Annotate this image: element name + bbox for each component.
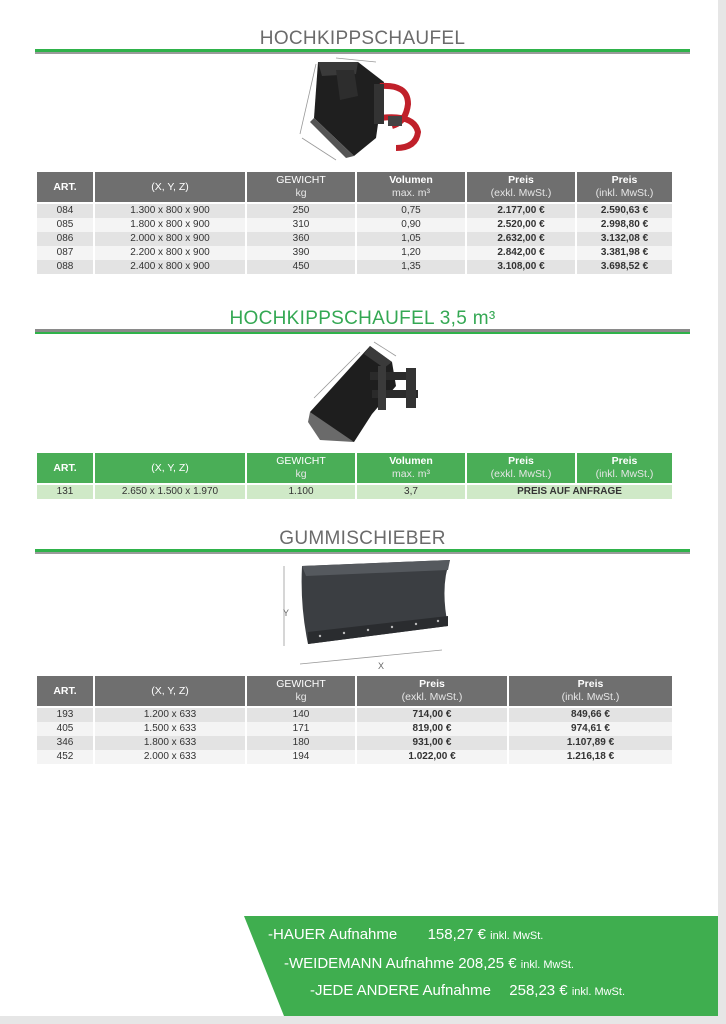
table-row (37, 204, 672, 218)
table-header-row (37, 172, 672, 202)
banner-note: inkl. MwSt. (571, 986, 626, 998)
table-row (37, 736, 672, 750)
cell-price-gross: 2.590,63 € (577, 204, 672, 218)
section-title-gummischieber: GUMMISCHIEBER (279, 528, 446, 549)
cell-price-net: 2.177,00 € (467, 204, 575, 218)
cell-art: 452 (37, 750, 93, 764)
cell-price-gross: 2.998,80 € (577, 218, 672, 232)
cell-art: 086 (37, 232, 93, 246)
cell-weight: 390 (247, 246, 355, 260)
header-preis-exkl: Preis (exkl. MwSt.) (357, 676, 507, 706)
banner-note: inkl. MwSt. (490, 930, 544, 942)
table-row (37, 218, 672, 232)
cell-weight: 1.100 (247, 485, 355, 499)
header-preis-inkl: Preis (inkl. MwSt.) (577, 453, 672, 483)
cell-price-gross: 3.381,98 € (577, 246, 672, 260)
cell-price-gross: 3.132,08 € (577, 232, 672, 246)
cell-art: 084 (37, 204, 93, 218)
banner-label: -JEDE ANDERE Aufnahme (310, 982, 491, 999)
cell-dimensions: 2.650 x 1.500 x 1.970 (95, 485, 245, 499)
cell-price-net: 2.520,00 € (467, 218, 575, 232)
cell-art: 085 (37, 218, 93, 232)
section-title-hochkippschaufel: HOCHKIPPSCHAUFEL (259, 28, 466, 49)
section-title-hochkippschaufel-3-5: HOCHKIPPSCHAUFEL 3,5 m³ (229, 308, 496, 329)
header-preis-exkl: Preis (exkl. MwSt.) (467, 172, 575, 202)
cell-weight: 194 (247, 750, 355, 764)
header-preis-inkl: Preis (inkl. MwSt.) (509, 676, 672, 706)
cell-volume: 1,05 (357, 232, 465, 246)
hochkippschaufel-3-5-image (300, 338, 430, 446)
banner-price: 208,25 € (458, 955, 517, 972)
cell-weight: 250 (247, 204, 355, 218)
header-gewicht: GEWICHT kg (247, 676, 355, 706)
cell-weight: 140 (247, 708, 355, 722)
cell-art: 193 (37, 708, 93, 722)
cell-weight: 450 (247, 260, 355, 274)
header-gewicht: GEWICHT kg (247, 172, 355, 202)
header-art: ART. (37, 172, 93, 202)
cell-dimensions: 2.400 x 800 x 900 (95, 260, 245, 274)
header-preis-inkl: Preis (inkl. MwSt.) (577, 172, 672, 202)
cell-dimensions: 1.800 x 800 x 900 (95, 218, 245, 232)
header-preis-exkl: Preis (exkl. MwSt.) (467, 453, 575, 483)
hochkippschaufel-table (35, 172, 674, 274)
cell-art: 131 (37, 485, 93, 499)
cell-price-gross: 1.107,89 € (509, 736, 672, 750)
cell-volume: 3,7 (357, 485, 465, 499)
cell-volume: 1,35 (357, 260, 465, 274)
table-header-row (37, 453, 672, 483)
cell-price-net: 2.632,00 € (467, 232, 575, 246)
cell-price-gross: 3.698,52 € (577, 260, 672, 274)
table-row (37, 750, 672, 764)
header-volumen: Volumen max. m³ (357, 453, 465, 483)
header-art: ART. (37, 453, 93, 483)
cell-art: 346 (37, 736, 93, 750)
banner-line-jede-andere (310, 982, 625, 999)
cell-price-net: 819,00 € (357, 722, 507, 736)
cell-dimensions: 2.200 x 800 x 900 (95, 246, 245, 260)
cell-weight: 310 (247, 218, 355, 232)
cell-dimensions: 1.500 x 633 (95, 722, 245, 736)
cell-art: 088 (37, 260, 93, 274)
banner-line-hauer (268, 926, 543, 943)
cell-price-gross: 1.216,18 € (509, 750, 672, 764)
hochkippschaufel-image (296, 56, 436, 164)
cell-weight: 180 (247, 736, 355, 750)
cell-volume: 1,20 (357, 246, 465, 260)
banner-note: inkl. MwSt. (520, 959, 574, 971)
header-dimensions: (X, Y, Z) (95, 172, 245, 202)
table-row (37, 260, 672, 274)
cell-dimensions: 1.800 x 633 (95, 736, 245, 750)
cell-art: 087 (37, 246, 93, 260)
cell-weight: 360 (247, 232, 355, 246)
cell-dimensions: 2.000 x 633 (95, 750, 245, 764)
cell-price-gross: 849,66 € (509, 708, 672, 722)
table-row (37, 722, 672, 736)
table-row (37, 708, 672, 722)
cell-price-gross: 974,61 € (509, 722, 672, 736)
table-header-row (37, 676, 672, 706)
banner-label: -WEIDEMANN Aufnahme (284, 955, 455, 972)
cell-weight: 171 (247, 722, 355, 736)
section-divider (35, 329, 690, 334)
cell-price-on-request: PREIS AUF ANFRAGE (467, 485, 672, 499)
cell-volume: 0,90 (357, 218, 465, 232)
x-dimension-label: X (378, 661, 385, 671)
cell-price-net: 714,00 € (357, 708, 507, 722)
gummischieber-table (35, 676, 674, 764)
table-row (37, 485, 672, 499)
section-divider (35, 549, 690, 554)
cell-price-net: 3.108,00 € (467, 260, 575, 274)
header-dimensions: (X, Y, Z) (95, 676, 245, 706)
header-art: ART. (37, 676, 93, 706)
gummischieber-image (272, 556, 462, 672)
banner-price: 258,23 € (509, 982, 568, 999)
cell-dimensions: 1.200 x 633 (95, 708, 245, 722)
banner-line-weidemann (284, 955, 574, 972)
cell-price-net: 931,00 € (357, 736, 507, 750)
cell-price-net: 2.842,00 € (467, 246, 575, 260)
banner-price: 158,27 € (427, 926, 486, 943)
cell-dimensions: 1.300 x 800 x 900 (95, 204, 245, 218)
y-dimension-label: Y (283, 608, 290, 618)
header-dimensions: (X, Y, Z) (95, 453, 245, 483)
section-divider (35, 49, 690, 54)
banner-label: -HAUER Aufnahme (268, 926, 398, 943)
header-gewicht: GEWICHT kg (247, 453, 355, 483)
table-row (37, 232, 672, 246)
cell-dimensions: 2.000 x 800 x 900 (95, 232, 245, 246)
table-row (37, 246, 672, 260)
cell-volume: 0,75 (357, 204, 465, 218)
header-volumen: Volumen max. m³ (357, 172, 465, 202)
cell-price-net: 1.022,00 € (357, 750, 507, 764)
hochkippschaufel-3-5-table (35, 453, 674, 499)
cell-art: 405 (37, 722, 93, 736)
